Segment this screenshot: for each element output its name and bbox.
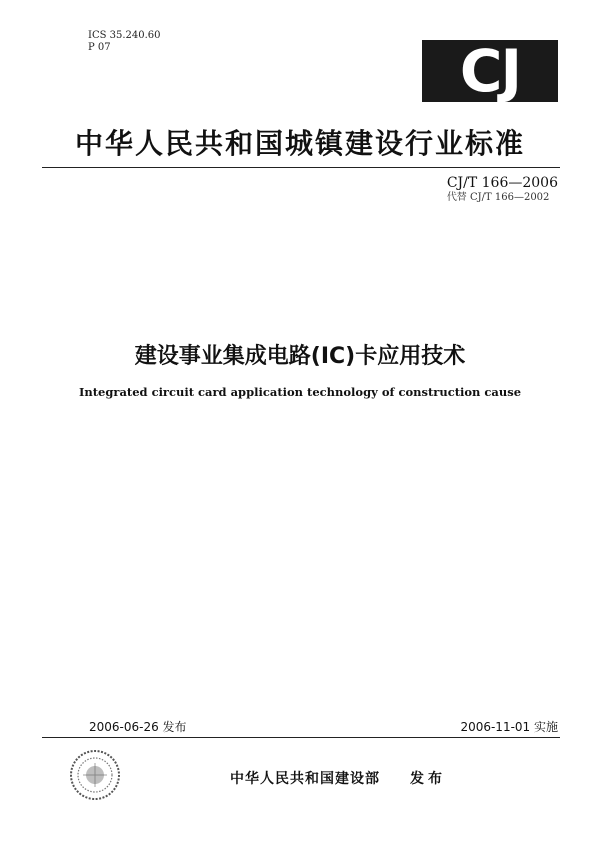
cj-logo <box>422 37 558 105</box>
release-date: 2006-06-26 发布 <box>89 720 187 734</box>
document-title-en: Integrated circuit card application technology of construction cause <box>78 385 522 399</box>
standard-code-block <box>447 175 558 204</box>
ccs-code: P 07 <box>88 42 111 53</box>
classification-codes <box>88 30 161 54</box>
publisher-name: 中华人民共和国建设部 <box>230 771 380 787</box>
ics-code: ICS 35.240.60 <box>88 30 161 41</box>
replaces-code: 代替 CJ/T 166—2002 <box>446 192 550 203</box>
standard-code: CJ/T 166—2006 <box>446 175 558 191</box>
cj-logo-text: CJ <box>459 37 521 105</box>
official-seal-icon <box>68 748 122 802</box>
footer-divider <box>42 737 560 738</box>
document-title-zh: 建设事业集成电路(IC)卡应用技术 <box>134 344 466 369</box>
publish-label: 发布 <box>410 771 446 787</box>
implement-date: 2006-11-01 实施 <box>460 720 558 734</box>
header-divider <box>42 167 560 168</box>
standard-title: 中华人民共和国城镇建设行业标准 <box>74 127 525 160</box>
